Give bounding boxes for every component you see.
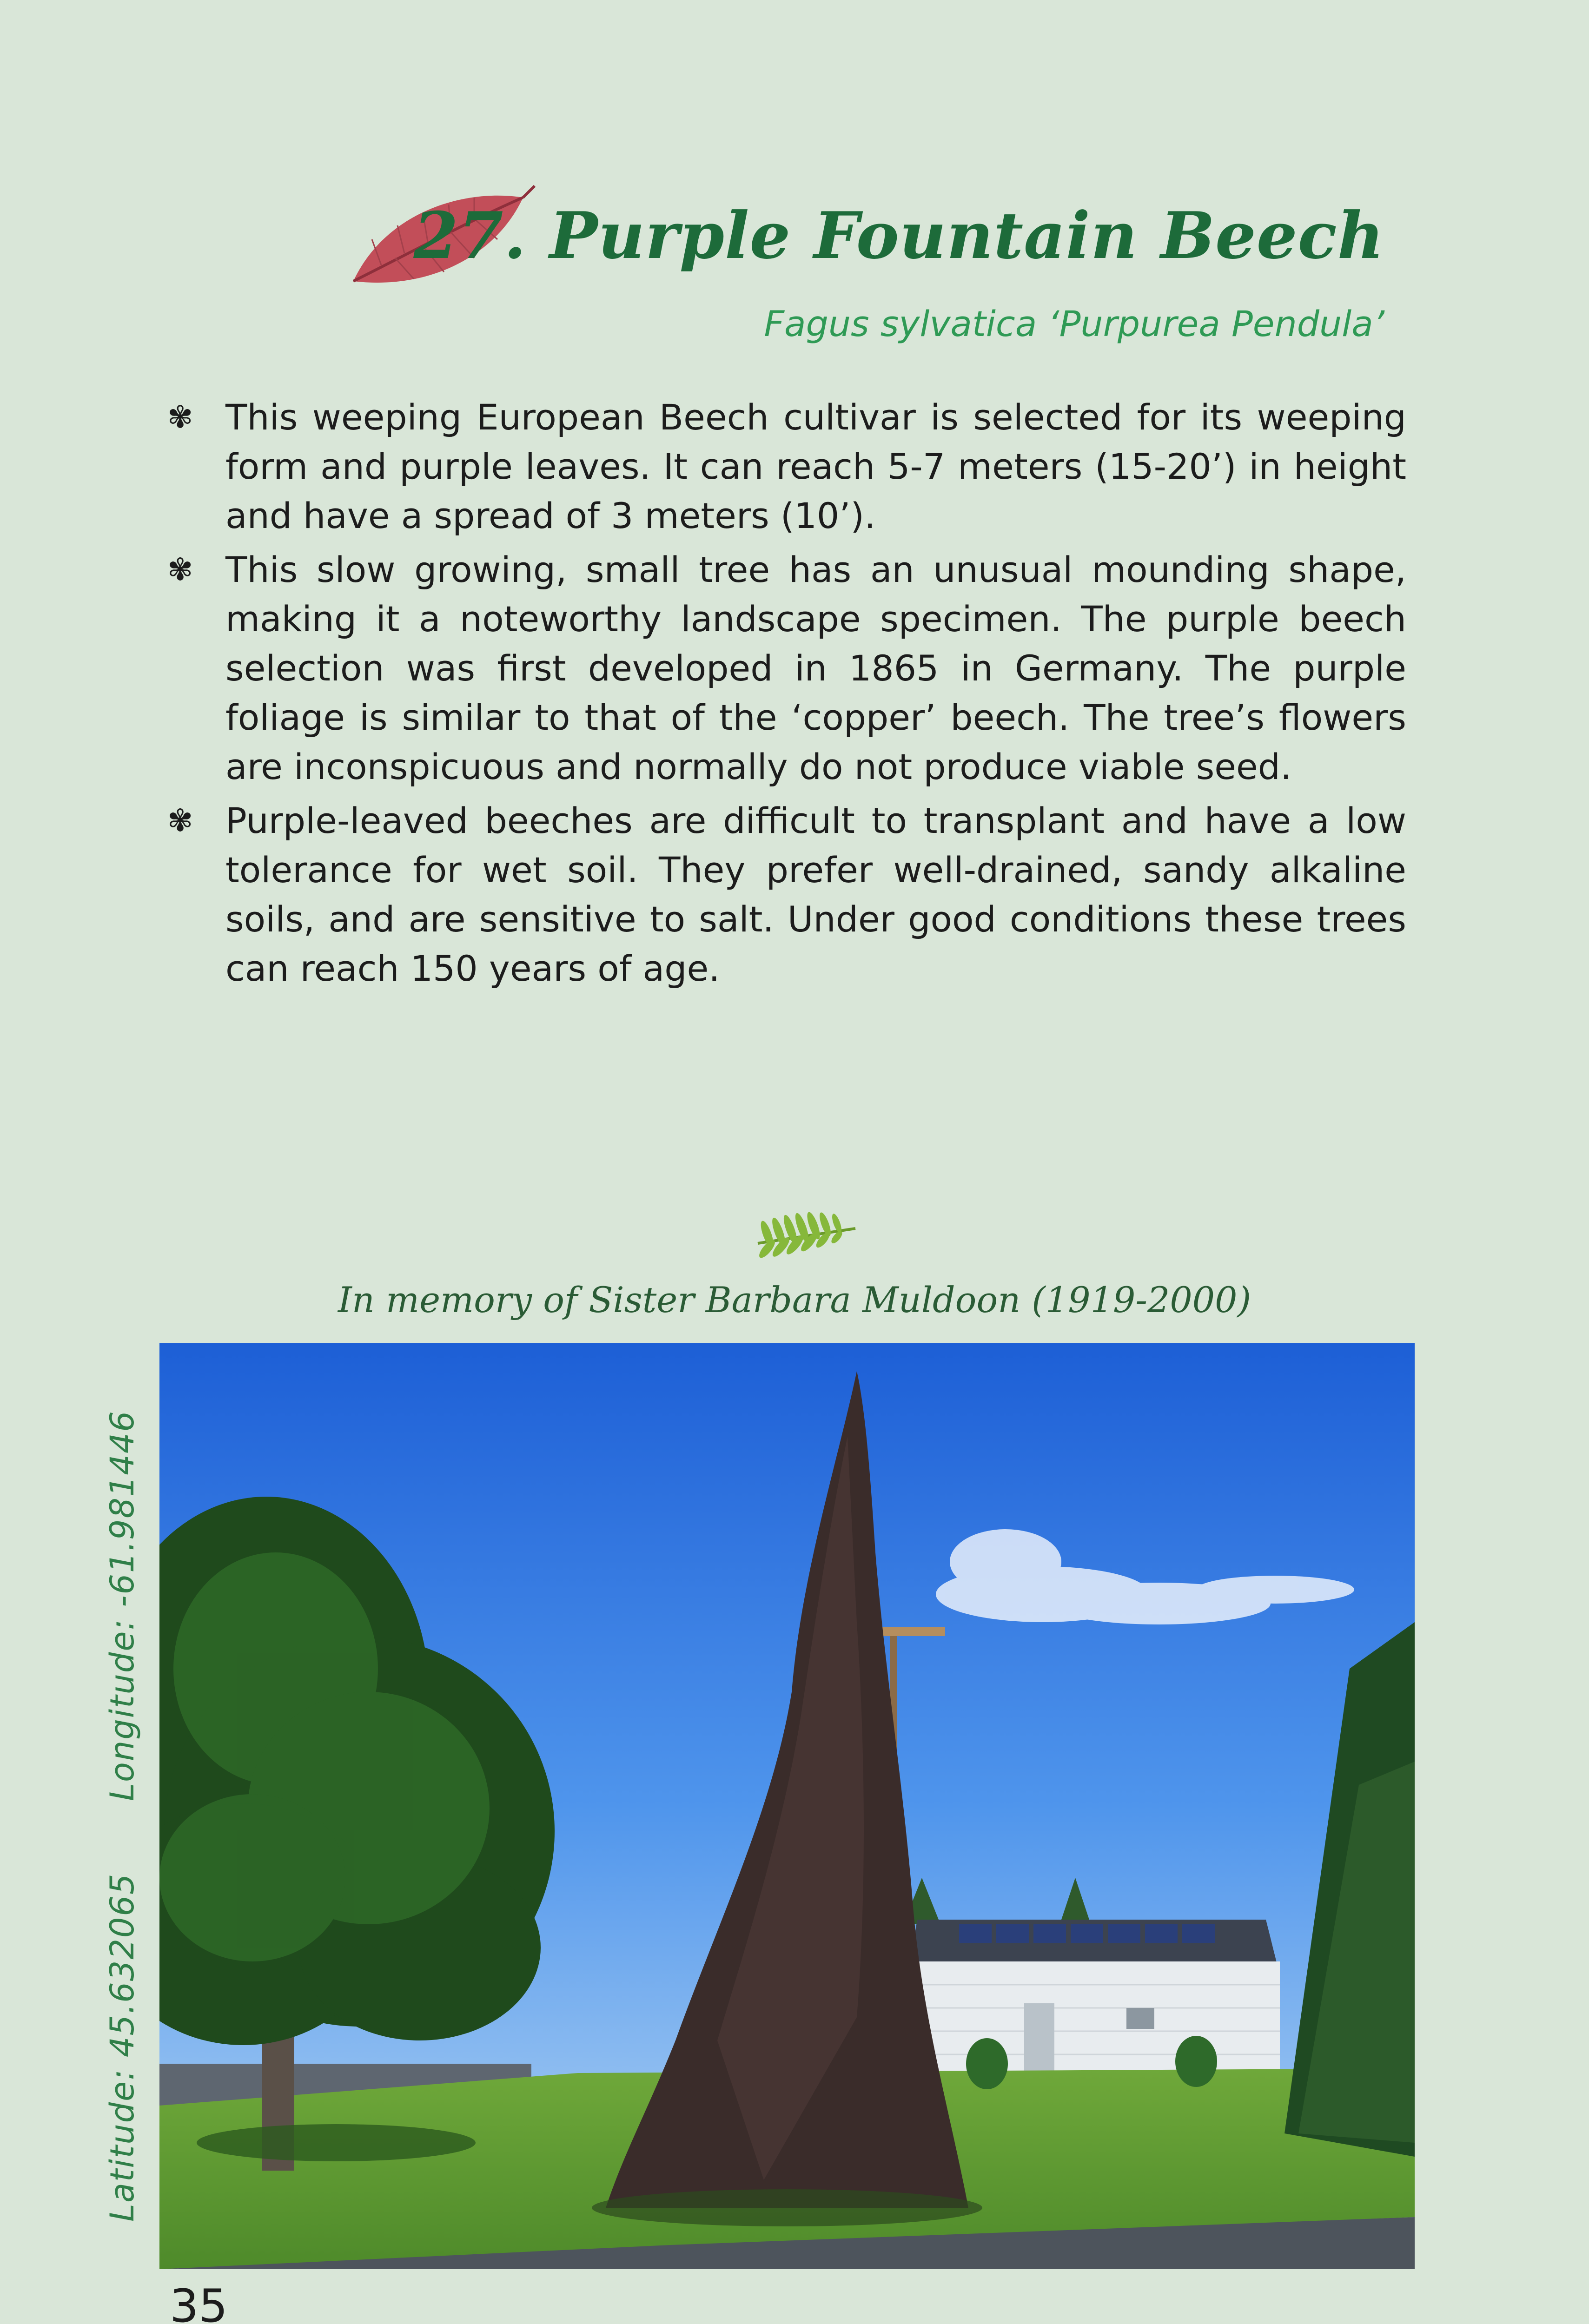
flower-bullet-icon: ✾ xyxy=(167,803,193,838)
tree-photo xyxy=(159,1343,1415,2269)
list-item xyxy=(167,796,1406,993)
longitude-label: Longitude: -61.981446 xyxy=(103,1410,141,1801)
latitude-label: Latitude: 45.632065 xyxy=(103,1873,141,2222)
list-item-text: This weeping European Beech cultivar is selected for its weeping form and purple leaves. It can reach 5-7 meters (15-20’) in height and have a spread of 3 meters (10’). xyxy=(225,396,1406,536)
page-number: 35 xyxy=(170,2280,228,2324)
page-title: 27. Purple Fountain Beech xyxy=(413,198,1384,273)
list-item-text: Purple-leaved beeches are difficult to transplant and have a low tolerance for wet soil. They prefer well-drained, sandy alkaline soils, and are sensitive to salt. Under good conditions these trees can reach 150 years of age. xyxy=(225,800,1406,989)
scientific-name: Fagus sylvatica ‘Purpurea Pendula’ xyxy=(764,303,1384,344)
memorial-dedication: In memory of Sister Barbara Muldoon (1919-2000) xyxy=(338,1279,1251,1320)
flower-bullet-icon: ✾ xyxy=(167,399,193,435)
fern-leaf-icon xyxy=(753,1211,860,1262)
list-item xyxy=(167,545,1406,792)
list-item-text: This slow growing, small tree has an unusual mounding shape, making it a noteworthy landscape specimen. The purple beech selection was first developed in 1865 in Germany. The purple foliage is similar to that of the ‘copper’ beech. The tree’s flowers are inconspicuous and normally do not produce viable seed. xyxy=(225,549,1406,787)
fact-list xyxy=(167,393,1406,998)
list-item xyxy=(167,393,1406,541)
flower-bullet-icon: ✾ xyxy=(167,552,193,588)
